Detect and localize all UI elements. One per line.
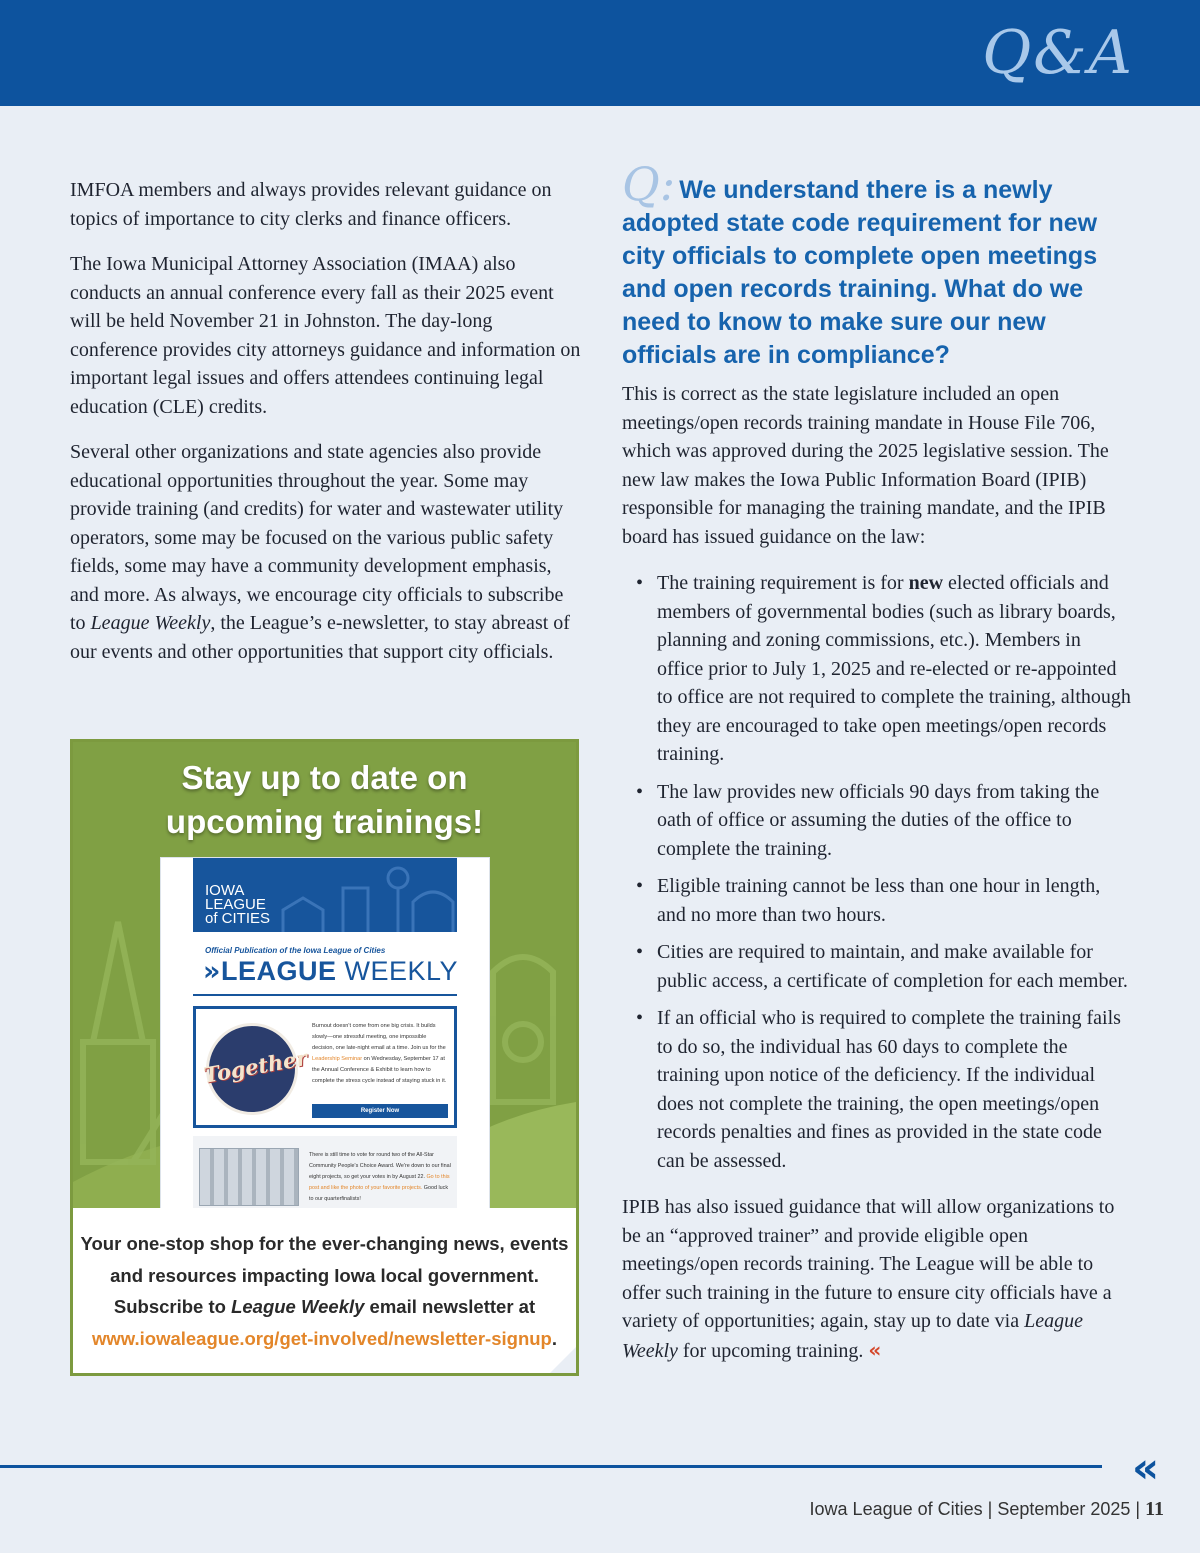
bullet-3: Eligible training cannot be less than one hour in length, and no more than two hours.: [657, 875, 1101, 926]
logo-line-1: IOWA: [205, 882, 245, 899]
leadership-seminar-link[interactable]: Leadership Seminar: [312, 1056, 363, 1062]
promo-footer-line-1: Your one-stop shop for the ever-changing news, events: [80, 1233, 569, 1254]
publication-info: Iowa League of Cities | September 2025 |: [809, 1499, 1146, 1519]
section-title: Q&A: [982, 18, 1134, 88]
promo-footer-line-4: [73, 1323, 576, 1355]
promo-footer-period: .: [551, 1327, 557, 1349]
bullet-icon: •: [636, 572, 644, 594]
bullet-4: Cities are required to maintain, and make available for public access, a certificate of completion for each member.: [657, 941, 1128, 992]
double-chevron-left-icon: «: [1132, 1443, 1160, 1492]
vote-text-b: Good luck to our quarterfinalists!: [309, 1185, 449, 1202]
vote-text-a: There is still time to vote for round two of the All-Star Community People's Choice Award. We're down to our final eight projects, so get your votes in by August 22.: [309, 1152, 451, 1180]
guidance-list: [622, 569, 1132, 1175]
iowa-league-logo: [205, 884, 270, 926]
newsletter-signup-link[interactable]: www.iowaleague.org/get-involved/newsletter-signup: [92, 1327, 552, 1349]
promo-footer-league-weekly: League Weekly: [231, 1296, 365, 1317]
wordmark-light: WEEKLY: [336, 956, 459, 986]
promo-title-line-2: upcoming trainings!: [165, 803, 484, 840]
newsletter-subtitle: Official Publication of the Iowa League of Cities: [205, 946, 386, 955]
list-item: [622, 569, 1132, 769]
newsletter-divider: [193, 994, 457, 996]
question-heading: [622, 157, 1132, 372]
seminar-description: [312, 1021, 450, 1087]
promo-title-line-1: Stay up to date on: [181, 759, 468, 796]
page-number: 11: [1145, 1498, 1164, 1520]
promo-footer-line-2: and resources impacting Iowa local government.: [110, 1264, 539, 1286]
list-item: [622, 1004, 1132, 1175]
conference-seal-badge: [201, 1023, 310, 1115]
logo-line-2: LEAGUE: [205, 896, 266, 913]
answer-paragraph-2: [622, 1193, 1132, 1365]
q-mark-icon: Q:: [622, 157, 676, 211]
left-paragraph-2: The Iowa Municipal Attorney Association (IMAA) also conducts an annual conference every fall as their 2025 event will be held November 21 in Johnston. The day-long conference provides city attorneys guidance and information on important legal issues and offers attendees continuing legal education (CLE) credits.: [70, 253, 581, 418]
seminar-text-b: on Wednesday, September 17 at the Annual Conference & Exhibit to learn how to complete the stress cycle instead of staying stuck in it.: [312, 1056, 447, 1084]
answer-2-league-weekly: League Weekly: [622, 1310, 1084, 1362]
bullet-icon: •: [636, 941, 644, 963]
bullet-1-a: The training requirement is for: [657, 572, 909, 594]
promo-cut-corner: [547, 1344, 579, 1376]
question-text: We understand there is a newly adopted state code requirement for new city officials to complete open meetings and open records training. What do we need to know to make sure our new officials are in compliance?: [622, 176, 1098, 369]
list-item: [622, 872, 1132, 929]
left-paragraph-1: IMFOA members and always provides relevant guidance on topics of importance to city clerks and finance officers.: [70, 179, 552, 230]
newsletter-preview: [161, 858, 489, 1208]
promo-footer: [73, 1208, 576, 1373]
left-paragraph-3-b: , the League’s e-newsletter, to stay abreast of our events and other opportunities that support city officials.: [70, 612, 570, 663]
bullet-1-b: elected officials and members of governmental bodies (such as library boards, planning and zoning commissions, etc.). Members in office prior to July 1, 2025 and re-elected or re-appointed to office are not required to complete the training, although they are encouraged to take open meetings/open records training.: [657, 572, 1131, 765]
answer-2-b: for upcoming training.: [677, 1339, 869, 1362]
page-footer: [810, 1498, 1164, 1521]
league-weekly-wordmark: [203, 956, 458, 987]
answer-paragraph-1: This is correct as the state legislature included an open meetings/open records training mandate in House File 706, which was approved during the 2025 legislative session. The new law makes the Iowa Public Information Board (IPIB) responsible for managing the training mandate, and the IPIB board has issued guidance on the law:: [622, 383, 1109, 548]
register-now-button[interactable]: Register Now: [312, 1104, 448, 1118]
seal-text: Together: [201, 1045, 310, 1088]
promo-footer-line-3: [73, 1291, 576, 1323]
bullet-2: The law provides new officials 90 days from taking the oath of office or assuming the duties of the office to complete the training.: [657, 780, 1100, 860]
league-weekly-title: League Weekly: [90, 612, 211, 634]
answer-2-a: IPIB has also issued guidance that will allow organizations to be an “approved trainer” and provide eligible open meetings/open records training. The League will be able to offer such training in the future to ensure city officials have a variety of opportunities; again, stay up to date via: [622, 1196, 1115, 1332]
footer-rule: [0, 1465, 1102, 1468]
list-item: [622, 938, 1132, 995]
bullet-5: If an official who is required to complete the training fails to do so, the individual has 60 days to complete the training upon notice of the deficiency. If the individual does not complete the training, the open meetings/open records penalties and fines as provided in the state code can be assessed.: [657, 1007, 1121, 1172]
logo-line-3: of CITIES: [205, 910, 271, 927]
promo-title: [73, 756, 576, 844]
bullet-icon: •: [636, 780, 644, 803]
leadership-seminar-card: [193, 1006, 457, 1128]
end-chevron-icon: «: [868, 1337, 882, 1362]
promo-footer-line-3-b: email newsletter at: [364, 1296, 536, 1317]
double-chevron-right-icon: »: [203, 956, 221, 987]
vote-link[interactable]: Go to this post and like the photo of your favorite projects.: [309, 1174, 450, 1191]
bullet-1-bold: new: [908, 572, 944, 594]
peoples-choice-section: [193, 1136, 457, 1208]
newsletter-header: [193, 858, 457, 932]
promo-footer-line-3-a: Subscribe to: [113, 1296, 232, 1317]
list-item: [622, 778, 1132, 864]
right-column: [622, 157, 1132, 1383]
projects-thumbnail: [199, 1148, 299, 1206]
seminar-text-a: Burnout doesn't come from one big crisis. It builds slowly—one stressful meeting, one impossible decision, one late-night email at a time. Join us for the: [312, 1023, 446, 1051]
left-paragraph-3: [70, 438, 582, 666]
left-paragraph-3-a: Several other organizations and state agencies also provide educational opportunities throughout the year. Some may provide training (and credits) for water and wastewater utility operators, some may be focused on the various public safety fields, some may have a community development emphasis, and more. As always, we encourage city officials to subscribe to: [70, 441, 564, 634]
left-column: [70, 176, 582, 683]
bullet-icon: •: [636, 875, 644, 897]
newsletter-promo-box: [70, 739, 579, 1376]
wordmark-bold: LEAGUE: [220, 956, 337, 986]
peoples-choice-text: [309, 1150, 453, 1205]
bullet-icon: •: [636, 1007, 644, 1029]
header-bar: [0, 0, 1200, 106]
